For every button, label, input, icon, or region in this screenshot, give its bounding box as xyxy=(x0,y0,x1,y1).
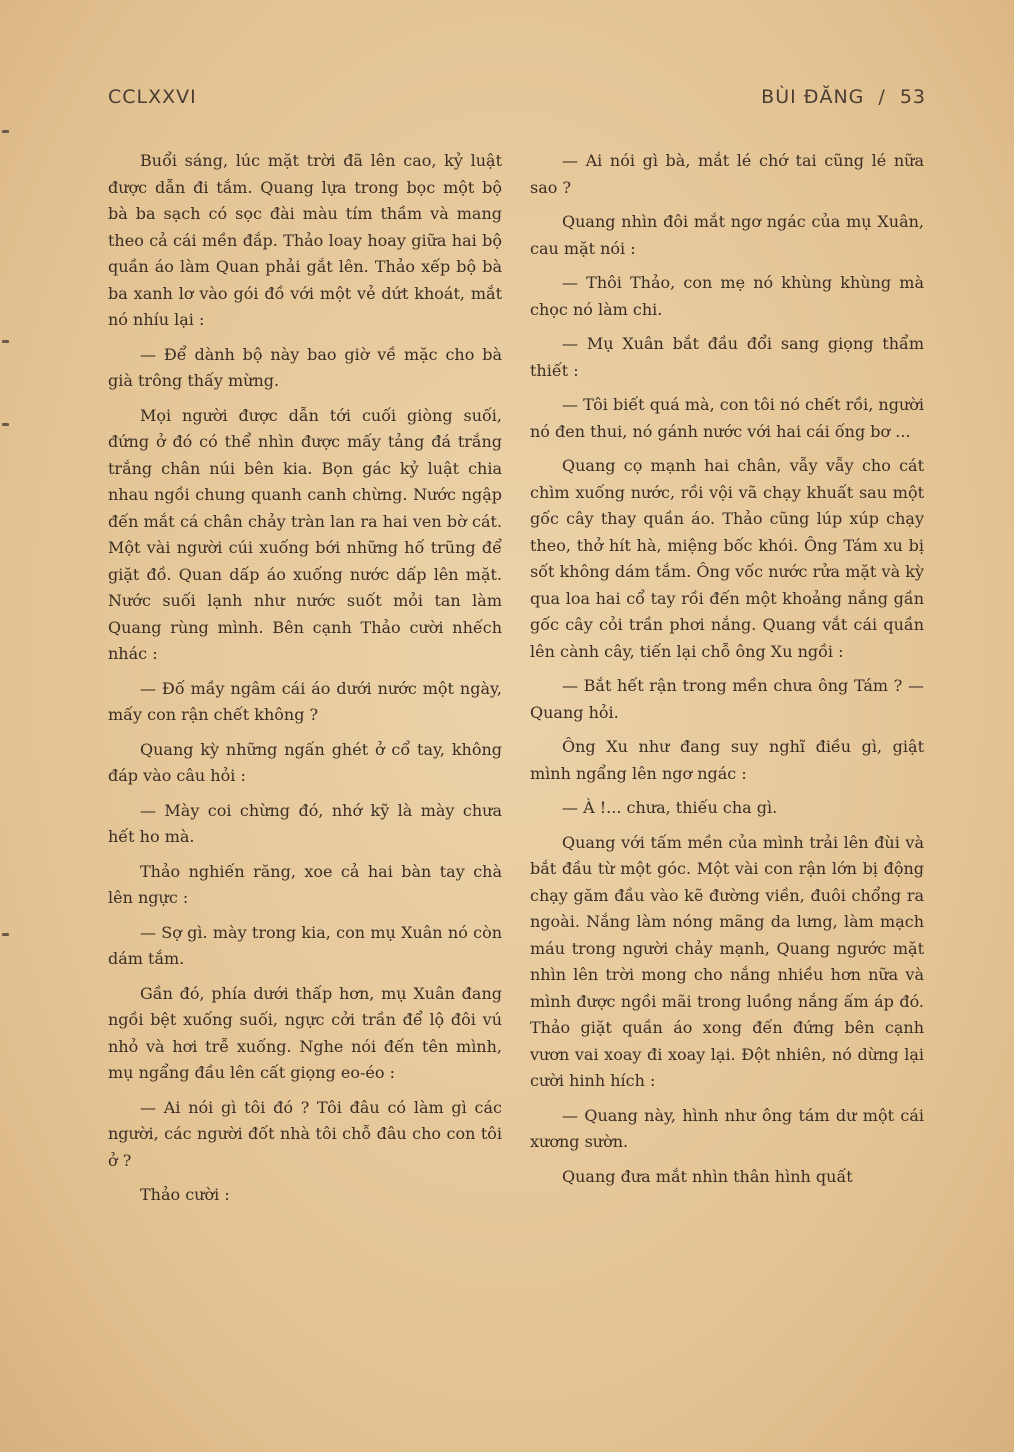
running-head xyxy=(761,86,926,108)
paragraph: — Mày coi chừng đó, nhớ kỹ là mày chưa hết ho mà. xyxy=(108,800,502,846)
margin-speck xyxy=(2,423,9,426)
margin-speck xyxy=(2,933,9,936)
paragraph: — À !... chưa, thiếu cha gì. xyxy=(562,798,778,817)
margin-speck xyxy=(2,340,9,343)
paragraph: Thảo cười : xyxy=(140,1185,230,1204)
paragraph: Quang đưa mắt nhìn thân hình quất xyxy=(562,1166,853,1186)
page-number: 53 xyxy=(899,86,926,108)
paragraph: — Quang này, hình như ông tám dư một cái xương sườn. xyxy=(530,1105,924,1151)
paragraph: — Bắt hết rận trong mền chưa ông Tám ? — Quang hỏi. xyxy=(530,676,924,722)
paragraph: Gần đó, phía dưới thấp hơn, mụ Xuân đang ngồi bệt xuống suối, ngực cởi trần để lộ đôi vú nhỏ và hơi trễ xuống. Nghe nói đến tên mình, mụ ngẩng đầu lên cất giọng eo-éo : xyxy=(108,983,502,1082)
paragraph: Quang nhìn đôi mắt ngơ ngác của mụ Xuân, cau mặt nói : xyxy=(530,212,924,258)
paragraph: — Tôi biết quá mà, con tôi nó chết rồi, người nó đen thui, nó gánh nước với hai cái ống bơ ... xyxy=(530,395,924,441)
paragraph: — Mụ Xuân bắt đầu đổi sang giọng thẩm thiết : xyxy=(530,334,924,380)
paragraph: — Đố mầy ngâm cái áo dưới nước một ngày, mấy con rận chết không ? xyxy=(108,678,502,724)
paragraph: Thảo nghiến răng, xoe cả hai bàn tay chà lên ngực : xyxy=(108,861,502,907)
author-name: BÙI ĐĂNG xyxy=(761,86,865,108)
paragraph: Ông Xu như đang suy nghĩ điều gì, giật mình ngẩng lên ngơ ngác : xyxy=(530,737,924,783)
header-separator: / xyxy=(878,86,886,108)
section-numeral: CCLXXVI xyxy=(108,86,197,108)
paragraph: — Để dành bộ này bao giờ về mặc cho bà già trông thấy mừng. xyxy=(108,344,502,390)
paragraph: — Ai nói gì tôi đó ? Tôi đâu có làm gì các người, các người đốt nhà tôi chỗ đâu cho con tôi ở ? xyxy=(108,1097,502,1170)
page-header xyxy=(108,86,926,116)
paragraph: — Ai nói gì bà, mắt lé chớ tai cũng lé nữa sao ? xyxy=(530,151,924,197)
paragraph: Mọi người được dẫn tới cuối giòng suối, đứng ở đó có thể nhìn được mấy tảng đá trắng trắng chân núi bên kia. Bọn gác kỷ luật chia nhau ngồi chung quanh canh chừng. Nước ngập đến mắt cá chân chảy tràn lan ra hai ven bờ cát. Một vài người cúi xuống bới những hố trũng để giặt đồ. Quan dấp áo xuống nước dấp lên mặt. Nước suối lạnh như nước suốt mỏi tan làm Quang rùng mình. Bên cạnh Thảo cười nhếch nhác : xyxy=(108,405,502,663)
left-text-column xyxy=(108,148,502,1217)
paragraph: — Sợ gì. mày trong kia, con mụ Xuân nó còn dám tắm. xyxy=(108,922,502,968)
paragraph: Quang với tấm mền của mình trải lên đùi và bắt đầu từ một góc. Một vài con rận lớn bị động chạy găm đầu vào kẽ đường viền, đuôi chổng ra ngoài. Nắng làm nóng mãng da lưng, làm mạch máu trong người chảy mạnh, Quang ngước mặt nhìn lên trời mong cho nắng nhiều hơn nữa và mình được ngồi mãi trong luồng nắng ấm áp đó. Thảo giặt quần áo xong đến đứng bên cạnh vươn vai xoay đi xoay lại. Đột nhiên, nó dừng lại cười hinh hích : xyxy=(530,832,924,1090)
paragraph: Quang cọ mạnh hai chân, vẫy vẫy cho cát chìm xuống nước, rồi vội vã chạy khuất sau một gốc cây thay quần áo. Thảo cũng lúp xúp chạy theo, thở hít hà, miệng bốc khói. Ông Tám xu bị sốt không dám tắm. Ông vốc nước rửa mặt và kỳ qua loa hai cổ tay rồi đến một khoảng nắng gần gốc cây cỏi trần phơi nắng. Quang vắt cái quần lên cành cây, tiến lại chỗ ông Xu ngồi : xyxy=(530,456,924,661)
right-text-column xyxy=(530,148,924,1198)
paragraph: Buổi sáng, lúc mặt trời đã lên cao, kỷ luật được dẫn đi tắm. Quang lựa trong bọc một bộ bà ba sạch có sọc đài màu tím thầm và mang theo cả cái mền đắp. Thảo loay hoay giữa hai bộ quần áo làm Quan phải gắt lên. Thảo xếp bộ bà ba xanh lơ vào gói đồ với một vẻ dứt khoát, mắt nó nhíu lại : xyxy=(108,151,502,329)
paragraph: — Thôi Thảo, con mẹ nó khùng khùng mà chọc nó làm chi. xyxy=(530,273,924,319)
paragraph: Quang kỳ những ngấn ghét ở cổ tay, không đáp vào câu hỏi : xyxy=(108,739,502,785)
margin-speck xyxy=(2,130,9,133)
